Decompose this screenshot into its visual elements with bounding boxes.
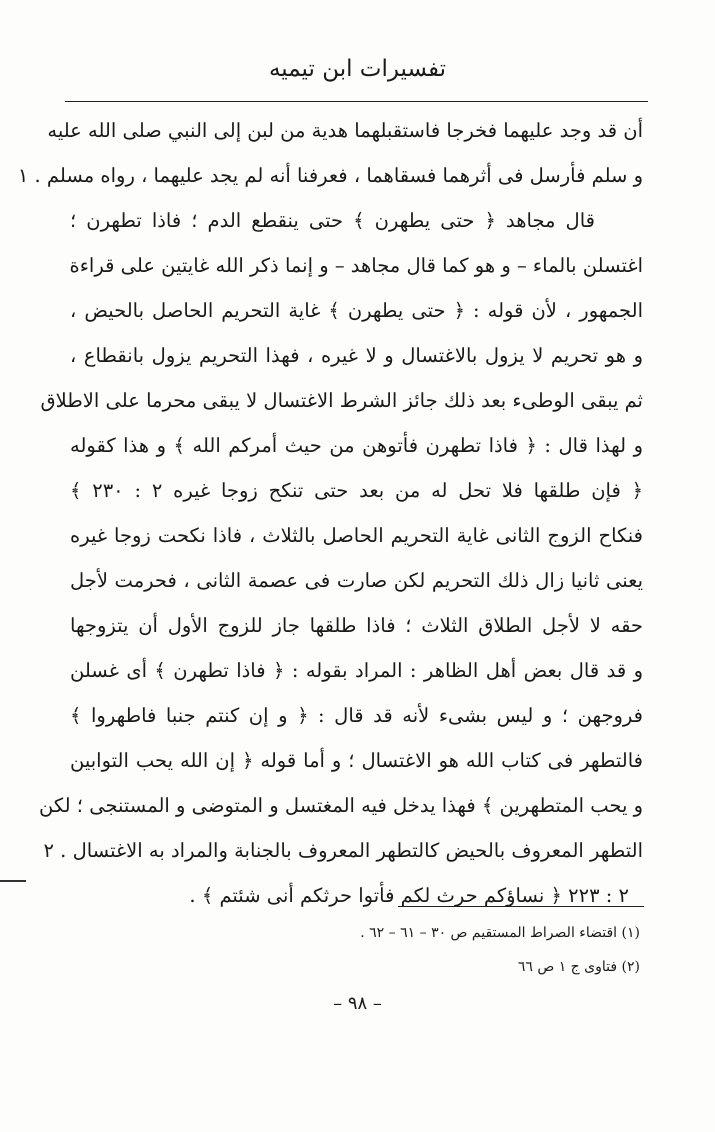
text-line: فنكاح الزوج الثانى غاية التحريم الحاصل بالثلاث ، فاذا نكحت زوجا غيره (70, 524, 643, 547)
text-line: حقه لا لأجل الطلاق الثلاث ؛ فاذا طلقها جاز للزوج الأول أن يتزوجها (70, 614, 643, 637)
text-line: فالتطهر فى كتاب الله هو الاغتسال ؛ و أما قوله ﴿ إن الله يحب التوابين (70, 749, 643, 772)
text-line: يعنى ثانيا زال ذلك التحريم لكن صارت فى عصمة الثانى ، فحرمت لأجل (70, 569, 643, 592)
text-line: الجمهور ، لأن قوله : ﴿ حتى يطهرن ﴾ غاية التحريم الحاصل بالحيض ، (70, 299, 643, 322)
text-line: و هو تحريم لا يزول بالاغتسال و لا غيره ، فهذا التحريم يزول بانقطاع ، (70, 344, 643, 367)
text-line: و لهذا قال : ﴿ فاذا تطهرن فأتوهن من حيث أمركم الله ﴾ و هذا كقوله (70, 434, 643, 457)
footnote: (٢) فتاوى ج ١ ص ٦٦ (517, 959, 640, 975)
text-line: أن قد وجد عليهما فخرجا فاستقبلهما هدية من لبن إلى النبي صلى الله عليه (47, 119, 643, 142)
header-divider (65, 101, 648, 102)
text-line: قال مجاهد ﴿ حتى يطهرن ﴾ حتى ينقطع الدم ؛ فاذا تطهرن ؛ (70, 209, 595, 232)
text-line: ﴿ فإن طلقها فلا تحل له من بعد حتى تنكح زوجا غيره ٢ : ٢٣٠ ﴾ (70, 479, 644, 502)
footnotes (200, 916, 640, 984)
text-line: ثم يبقى الوطىء بعد ذلك جائز الشرط الاغتسال لا يبقى محرما على الاطلاق (40, 389, 643, 412)
footnote-divider (398, 906, 644, 907)
body-text (17, 108, 644, 918)
text-line: ٢ : ٢٢٣ ﴿ نساؤكم حرث لكم فأتوا حرثكم أنى شئتم ﴾ . (189, 884, 629, 907)
margin-mark (0, 880, 26, 882)
text-line: فروجهن ؛ و ليس بشىء لأنه قد قال : ﴿ و إن كنتم جنبا فاطهروا ﴾ (70, 704, 643, 727)
text-line: اغتسلن بالماء – و هو كما قال مجاهد – و إنما ذكر الله غايتين على قراءة (69, 254, 643, 277)
footnote: (١) اقتضاء الصراط المستقيم ص ٣٠ – ٦١ – ٦٢ . (360, 925, 640, 941)
text-line: و يحب المتطهرين ﴾ فهذا يدخل فيه المغتسل و المتوضى و المستنجى ؛ لكن (39, 794, 643, 817)
page-title: تفسيرات ابن تيميه (268, 56, 447, 82)
page-number: – ٩٨ – (333, 993, 382, 1014)
text-line: و قد قال بعض أهل الظاهر : المراد بقوله : ﴿ فاذا تطهرن ﴾ أى غسلن (70, 659, 643, 682)
text-line: و سلم فأرسل فى أثرهما فسقاهما ، فعرفنا أنه لم يجد عليهما ، رواه مسلم . ١ (17, 164, 643, 187)
text-line: التطهر المعروف بالحيض كالتطهر المعروف بالجنابة والمراد به الاغتسال . ٢ (43, 839, 643, 862)
